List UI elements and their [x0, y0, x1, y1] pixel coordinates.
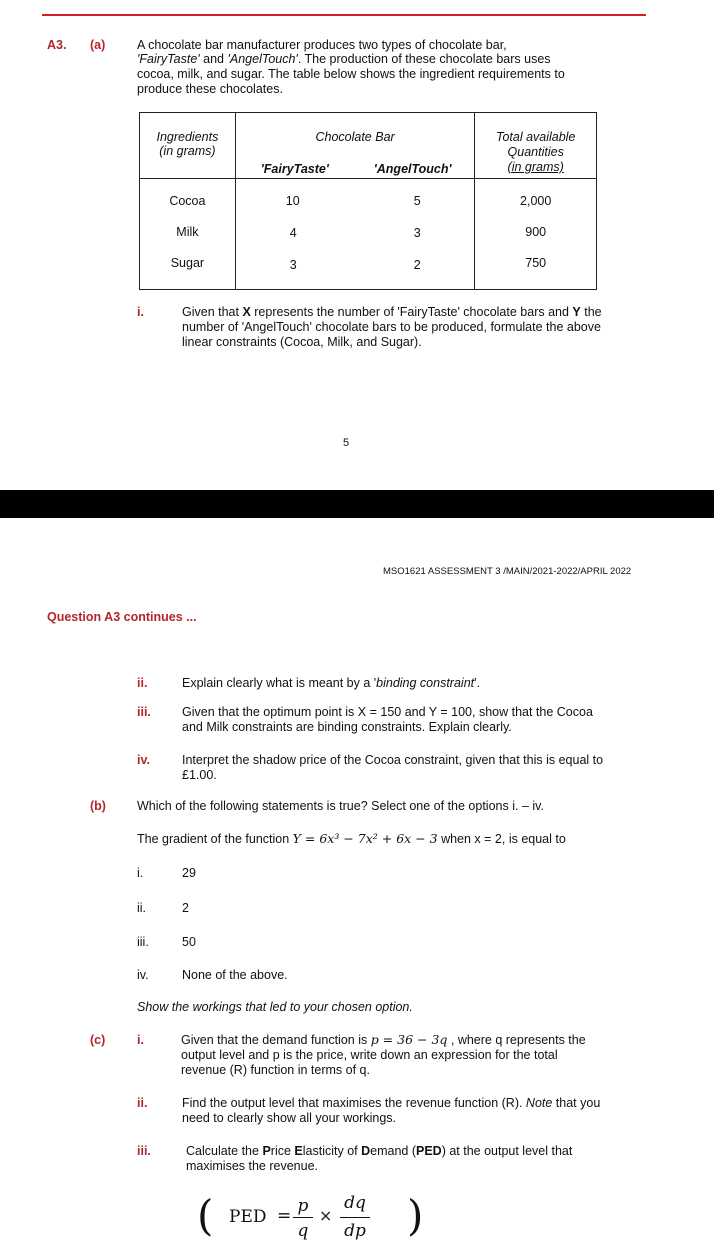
a-i-line-3: linear constraints (Cocoa, Milk, and Sugar).: [182, 335, 422, 349]
intro-line-2: 'FairyTaste' and 'AngelTouch'. The production of these chocolate bars uses: [137, 52, 551, 66]
page-number: 5: [343, 437, 350, 449]
b-option-4-number: iv.: [137, 968, 149, 982]
a-iii-line-2: and Milk constraints are binding constraints. Explain clearly.: [182, 720, 512, 734]
ingredient-table: [139, 112, 597, 290]
row-cocoa-fairy: 10: [285, 194, 300, 208]
gradient-function: Y = 6x³ − 7x² + 6x − 3: [292, 831, 438, 846]
row-milk-total: 900: [525, 225, 547, 239]
b-option-2-number: ii.: [137, 901, 147, 915]
a-i-line-1: Given that X represents the number of 'FairyTaste' chocolate bars and Y the: [182, 305, 602, 319]
ped-equals: =: [277, 1206, 292, 1226]
page-break: [0, 490, 714, 518]
a-iv-line-1: Interpret the shadow price of the Cocoa constraint, given that this is equal to: [182, 753, 604, 767]
intro-line-1: A chocolate bar manufacturer produces two types of chocolate bar,: [137, 38, 507, 52]
row-cocoa-angel: 5: [413, 194, 421, 208]
total-column: [475, 179, 597, 290]
intro-line-3: cocoa, milk, and sugar. The table below shows the ingredient requirements to: [137, 67, 565, 81]
a-iv-line-2: £1.00.: [182, 768, 217, 782]
question-continues: Question A3 continues ...: [47, 610, 197, 624]
c-i-line-2: output level and p is the price, write down an expression for the total: [181, 1048, 558, 1062]
header-rule: [42, 14, 646, 16]
c-ii-number: ii.: [137, 1096, 148, 1110]
header-fairytaste: 'FairyTaste': [260, 162, 329, 176]
row-sugar-fairy: 3: [289, 258, 297, 272]
ped-denominator-2: dp: [344, 1221, 366, 1241]
b-option-1-text: 29: [182, 866, 196, 880]
a-i-line-2: number of 'AngelTouch' chocolate bars to be produced, formulate the above: [182, 320, 601, 334]
a-ii-text: Explain clearly what is meant by a 'binding constraint'.: [182, 676, 480, 690]
b-option-4-text: None of the above.: [182, 968, 288, 982]
row-sugar-angel: 2: [413, 258, 421, 272]
ped-numerator-2: dq: [344, 1193, 366, 1213]
row-milk-fairy: 4: [289, 226, 297, 240]
c-i-line-1: Given that the demand function is p = 36 − 3q , where q represents the: [181, 1032, 586, 1047]
header-angeltouch: 'AngelTouch': [373, 162, 452, 176]
c-i-line-3: revenue (R) function in terms of q.: [181, 1063, 370, 1077]
c-iii-number: iii.: [137, 1144, 151, 1158]
header-total: Total available Quantities (in grams): [475, 113, 597, 179]
b-gradient: The gradient of the function Y = 6x³ − 7x² + 6x − 3 when x = 2, is equal to: [137, 831, 566, 846]
ped-lhs: PED: [229, 1207, 267, 1227]
a-iii-number: iii.: [137, 705, 151, 719]
b-question: Which of the following statements is true? Select one of the options i. – iv.: [137, 799, 544, 813]
header-ingredients: Ingredients (in grams): [140, 113, 236, 179]
b-option-1-number: i.: [137, 866, 144, 880]
a-ii-number: ii.: [137, 676, 148, 690]
part-a-label: (a): [90, 38, 106, 52]
row-milk-angel: 3: [413, 226, 421, 240]
ped-fraction-line-1: [293, 1217, 313, 1218]
ped-numerator-1: p: [297, 1196, 309, 1216]
row-sugar-total: 750: [525, 256, 547, 270]
a-i-number: i.: [137, 305, 144, 319]
b-option-2-text: 2: [182, 901, 189, 915]
c-iii-line-2: maximises the revenue.: [186, 1159, 319, 1173]
row-sugar-ingredient: Sugar: [170, 256, 205, 270]
demand-function: p = 36 − 3q: [370, 1032, 448, 1047]
b-option-3-text: 50: [182, 935, 196, 949]
ped-times: ×: [319, 1206, 333, 1225]
row-cocoa-ingredient: Cocoa: [169, 194, 206, 208]
assessment-header: MSO1621 ASSESSMENT 3 /MAIN/2021-2022/APRIL 2022: [383, 566, 632, 577]
b-workings: Show the workings that led to your chosen option.: [137, 1000, 413, 1014]
c-ii-line-2: need to clearly show all your workings.: [182, 1111, 396, 1125]
a-iv-number: iv.: [137, 753, 150, 767]
ped-fraction-line-2: [340, 1217, 370, 1218]
question-number: A3.: [47, 38, 67, 52]
b-option-3-number: iii.: [137, 935, 149, 949]
part-c-label: (c): [90, 1033, 106, 1047]
c-i-number: i.: [137, 1033, 144, 1047]
ped-denominator-1: q: [297, 1221, 309, 1241]
intro-line-4: produce these chocolates.: [137, 82, 283, 96]
part-b-label: (b): [90, 799, 106, 813]
row-cocoa-total: 2,000: [520, 194, 552, 208]
c-iii-line-1: Calculate the Price Elasticity of Demand (PED) at the output level that: [186, 1144, 573, 1158]
header-chocolate-bar: Chocolate Bar 'FairyTaste' 'AngelTouch': [235, 113, 475, 179]
ingredient-column: [140, 179, 236, 290]
a-iii-line-1: Given that the optimum point is X = 150 and Y = 100, show that the Cocoa: [182, 705, 593, 719]
c-ii-line-1: Find the output level that maximises the revenue function (R). Note that you: [182, 1096, 601, 1110]
chocolate-values: [235, 179, 475, 290]
row-milk-ingredient: Milk: [176, 225, 199, 239]
